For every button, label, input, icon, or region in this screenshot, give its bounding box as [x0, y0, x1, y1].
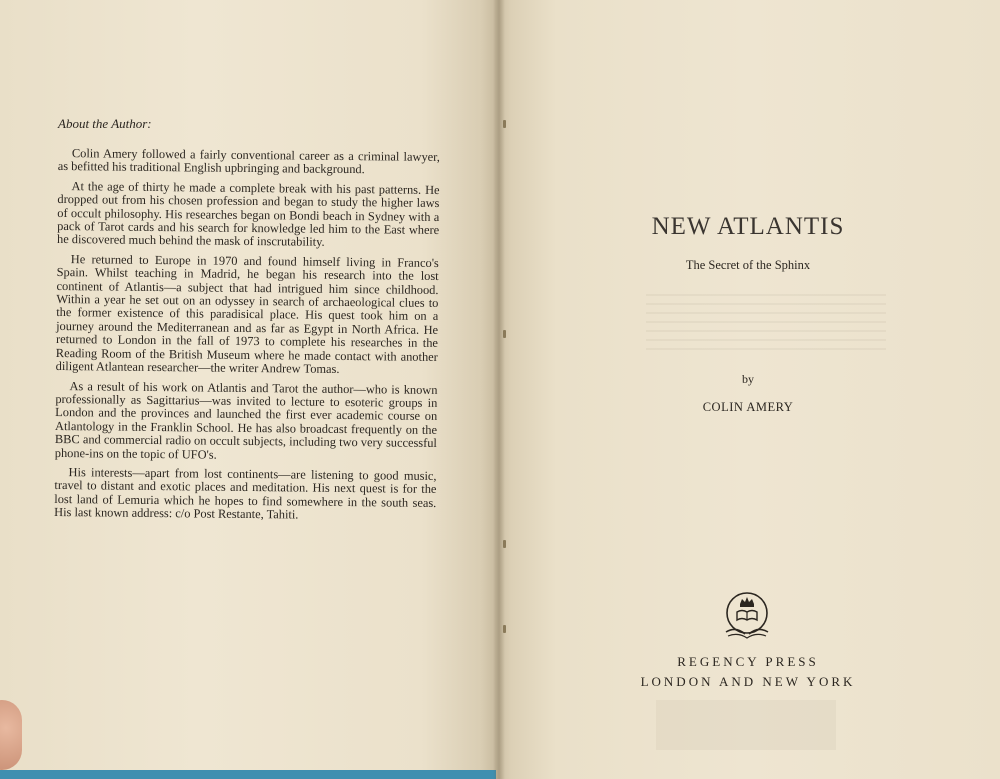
- show-through-text: [646, 290, 886, 350]
- binding-stitch: [503, 330, 506, 338]
- finger-edge: [0, 700, 22, 770]
- by-label: by: [742, 372, 754, 386]
- bio-paragraph-1: Colin Amery followed a fairly conventional career as a criminal lawyer, as befitted his traditional English upbringing and background.: [57, 146, 440, 177]
- background-strip: [0, 770, 496, 779]
- bio-paragraph-2: At the age of thirty he made a complete break with his past patterns. He dropped out from his chosen profession and began to study the higher laws of occult philosophy. His researches began on Bondi beach in Sydney with a pack of Tarot cards and his search for knowledge led him to the East where he discovered much behind the mask of inscrutability.: [56, 178, 440, 250]
- book-subtitle: The Secret of the Sphinx: [685, 258, 811, 272]
- publisher-location: LONDON AND NEW YORK: [640, 674, 856, 689]
- author-biography: [54, 147, 440, 530]
- bio-paragraph-3: He returned to Europe in 1970 and found himself living in Franco's Spain. Whilst teaching in Madrid, he began his research into the lost continent of Atlantis—a subject that had intrigued him since childhood. Within a year he set out on an odyssey in search of archaeological clues to the former existence of this paradisical place. His quest took him on a journey around the Mediterranean and as far as Egypt in North Africa. He returned to London in the fall of 1973 to complete his researches in the Reading Room of the British Museum where he made contact with another diligent Atlantean researcher—the writer Andrew Tomas.: [55, 251, 439, 377]
- about-author-heading: About the Author:: [58, 116, 152, 131]
- bio-paragraph-5: His interests—apart from lost continents—are listening to good music, travel to distant and exotic places and meditation. His next quest is for the lost land of Lemuria which he hopes to find somewhere in the south seas. His last known address: c/o Post Restante, Tahiti.: [54, 465, 437, 522]
- publisher-name: REGENCY PRESS: [677, 654, 819, 669]
- binding-stitch: [503, 120, 506, 128]
- bio-paragraph-4: As a result of his work on Atlantis and Tarot the author—who is known professionally as Sagittarius—was invited to lecture to esoteric groups in London and the provinces and launched the first ever academic course on Atlantology in the Franklin School. He has also broadcast frequently on the BBC and commercial radio on occult subjects, including two very successful phone-ins on the topic of UFO's.: [54, 378, 438, 462]
- binding-stitch: [503, 625, 506, 633]
- author-name: COLIN AMERY: [702, 400, 794, 414]
- binding-stitch: [503, 540, 506, 548]
- library-stamp-show-through: [656, 700, 836, 750]
- regency-press-crest-icon: [714, 582, 780, 648]
- book-title: NEW ATLANTIS: [651, 213, 845, 240]
- left-page: [0, 0, 496, 779]
